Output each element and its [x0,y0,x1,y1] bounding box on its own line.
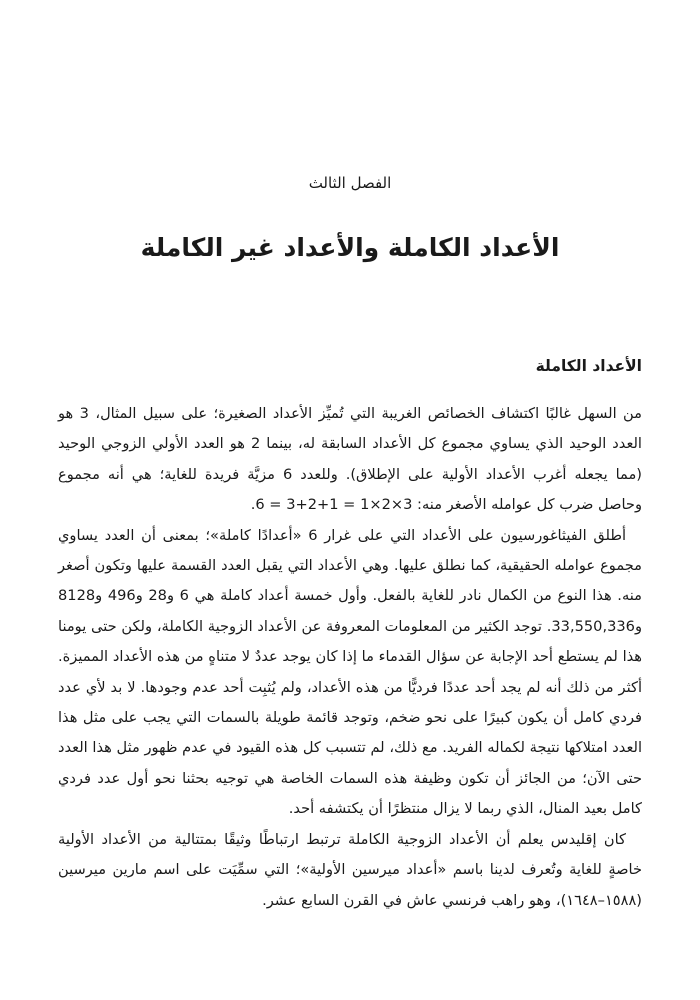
chapter-label: الفصل الثالث [308,174,392,192]
chapter-title: الأعداد الكاملة والأعداد غير الكاملة [140,233,560,262]
paragraph: أطلق الفيثاغورسيون على الأعداد التي على غرار 6 «أعدادًا كاملة»؛ بمعنى أن العدد يساوي مجموع عوامله الحقيقية، كما نطلق عليها. وهي الأعداد التي يقبل العدد القسمة عليها وتكون أصغر منه. هذا النوع من الكمال نادر للغاية بالفعل. وأول خمسة أعداد كاملة هي 6 و28 و496 و8128 و33,550,336. توجد الكثير من المعلومات المعروفة عن الأعداد الزوجية الكاملة، ولكن حتى يومنا هذا لم يستطع أحد الإجابة عن سؤال القدماء ما إذا كان يوجد عددٌ لا متناهٍ من هذه الأعداد المميزة. أكثر من ذلك أنه لم يجد أحد عددًا فرديًّا من هذه الأعداد، ولم يُثبِت أحد عدم وجودها. لا بد لأي عدد فردي كامل أن يكون كبيرًا على نحو ضخم، وتوجد قائمة طويلة بالسمات التي يجب على مثل هذا العدد امتلاكها نتيجة لكماله الفريد. مع ذلك، لم تتسبب كل هذه القيود في عدم ظهور مثل هذا العدد حتى الآن؛ من الجائز أن تكون وظيفة هذه السمات الخاصة هي توجيه بحثنا نحو أول عدد فردي كامل بعيد المنال، الذي ربما لا يزال منتظرًا أن يكتشفه أحد. [58,526,642,818]
section-heading: الأعداد الكاملة [535,357,642,375]
body-text [58,399,642,916]
paragraph: من السهل غالبًا اكتشاف الخصائص الغريبة التي تُميِّز الأعداد الصغيرة؛ على سبيل المثال، 3 هو العدد الوحيد الذي يساوي مجموع كل الأعداد السابقة له، بينما 2 هو العدد الأولي الزوجي الوحيد (مما يجعله أغرب الأعداد الأولية على الإطلاق). وللعدد 6 مزيَّة فريدة للغاية؛ هي أنه مجموع وحاصل ضرب كل عوامله الأصغر منه: 3×2×1 = 1+2+3 = 6. [58,405,642,514]
paragraph: كان إقليدس يعلم أن الأعداد الزوجية الكاملة ترتبط ارتباطًا وثيقًا بمتتالية من الأعداد الأولية خاصةٍ للغاية وتُعرف لدينا باسم «أعداد ميرسين الأولية»؛ التي سمِّيَت على اسم مارين ميرسين (١٥٨٨–١٦٤٨)، وهو راهب فرنسي عاش في القرن السابع عشر. [58,830,642,909]
book-page [58,0,642,1000]
